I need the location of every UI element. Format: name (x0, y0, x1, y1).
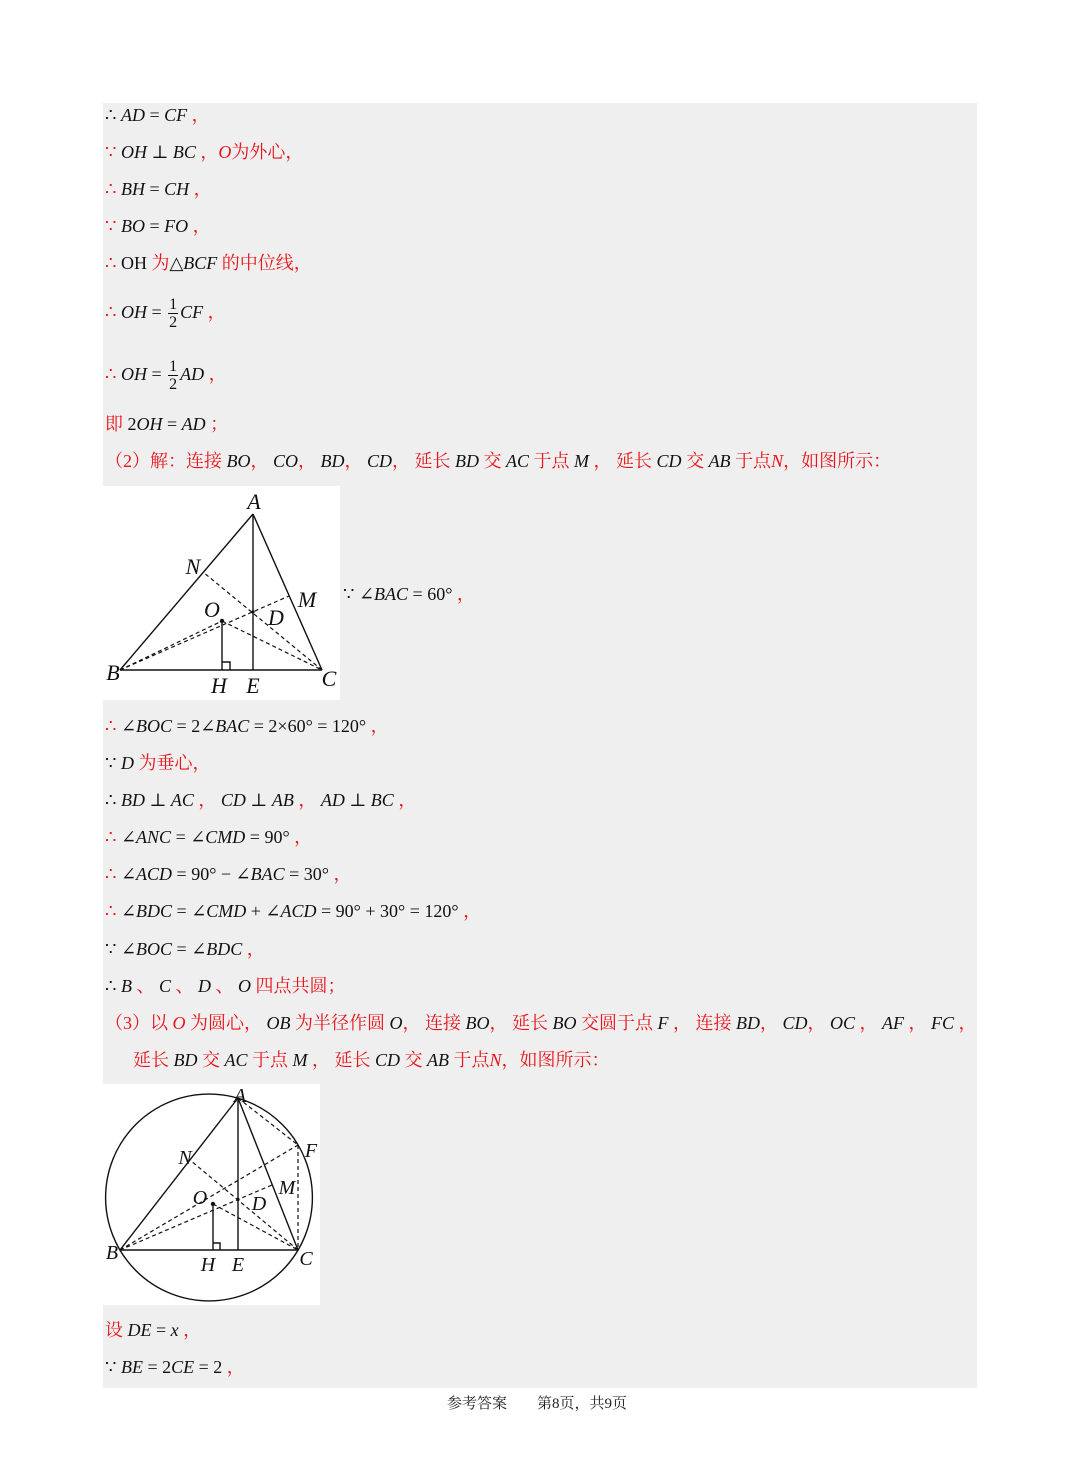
red-text: 即 (105, 414, 128, 434)
point-o-dot (220, 619, 224, 623)
math-text: F (657, 1013, 669, 1033)
red-text: ， (293, 790, 321, 810)
red-text: 交 (197, 1050, 225, 1070)
line-part2-intro (105, 449, 973, 473)
math-text: AB (271, 790, 294, 810)
math-text: OH (120, 253, 147, 273)
math-text: CO (273, 451, 299, 471)
line-acd-30 (105, 862, 973, 886)
math-text: = (144, 179, 165, 199)
label-a: A (233, 1085, 247, 1107)
label-h: H (200, 1254, 216, 1276)
math-text: CH (164, 179, 190, 199)
math-text: ∵ (105, 1357, 121, 1377)
math-text: BCF (183, 253, 218, 273)
red-text: 、 (170, 976, 198, 996)
math-text: BOC (136, 939, 173, 959)
red-text: 为圆心， (185, 1013, 267, 1033)
math-text: = 90° − ∠ (172, 864, 251, 884)
red-text: ， (298, 451, 321, 471)
red-text: ， (242, 939, 265, 959)
math-text: ACD (136, 864, 173, 884)
red-text: ， (344, 451, 368, 471)
red-text: 于点 (247, 1050, 293, 1070)
math-text: = ∠ (171, 827, 206, 847)
math-text: CMD (206, 901, 247, 921)
red-text: ， (250, 451, 273, 471)
math-text: CD (782, 1013, 808, 1033)
red-text: ， (760, 1013, 783, 1033)
label-c: C (321, 666, 337, 691)
math-text: FO (164, 216, 189, 236)
fraction-numerator: 1 (169, 296, 178, 314)
red-text: （2）解：连接 (105, 451, 227, 471)
line-be-2ce (105, 1355, 973, 1379)
red-text: 为垂心， (133, 753, 211, 773)
math-text: BD (455, 451, 480, 471)
red-text: 、 (210, 976, 238, 996)
line-bh-eq-ch (105, 177, 973, 201)
math-text: OC (830, 1013, 856, 1033)
red-text: ∴ (105, 827, 121, 847)
line-angle-bac-60 (343, 582, 743, 606)
dashed-bf (120, 1145, 298, 1250)
line-part3-intro (105, 1011, 977, 1035)
red-text: ， 延长 (307, 1050, 376, 1070)
right-angle-mark (222, 662, 230, 670)
red-text: N (489, 1050, 502, 1070)
red-text: ， (187, 105, 210, 125)
math-text: BOC (136, 716, 173, 736)
red-text: 为半径作圆 (290, 1013, 390, 1033)
red-text: ， 连接 (668, 1013, 736, 1033)
red-text: ，如图所示： (501, 1050, 610, 1070)
red-text: ， (855, 1013, 883, 1033)
math-text: ∠ (120, 864, 137, 884)
math-text: D (197, 976, 211, 996)
red-text: ，如图所示： (783, 451, 892, 471)
math-text: AD (181, 414, 206, 434)
red-text: ， (954, 1013, 977, 1033)
math-text: BAC (215, 716, 250, 736)
red-text: ， (178, 1320, 202, 1340)
math-text: C (158, 976, 171, 996)
math-text: FC (931, 1013, 955, 1033)
red-text: ∵ (105, 216, 121, 236)
red-text: 于点 (529, 451, 575, 471)
red-text: ∴ (105, 364, 121, 384)
red-text: ， (188, 216, 211, 236)
point-d-dot (236, 1198, 239, 1201)
math-text: = ∠ (172, 901, 207, 921)
math-text: BE (120, 1357, 143, 1377)
fraction-denominator: 2 (169, 314, 178, 332)
figure-triangle (103, 486, 340, 700)
math-text: OB (266, 1013, 291, 1033)
math-text: AD (320, 790, 345, 810)
math-text: BO (552, 1013, 577, 1033)
line-oh-midline (105, 251, 973, 275)
side-ab (120, 1098, 238, 1250)
math-text: ANC (136, 827, 172, 847)
math-text: CD (656, 451, 682, 471)
red-text: ， 延长 (392, 451, 456, 471)
math-text: = (146, 364, 167, 384)
red-text: 为外心， (231, 142, 304, 162)
red-text: ， 延长 (489, 1013, 553, 1033)
red-text: 于点 (730, 451, 772, 471)
math-text: D (120, 753, 134, 773)
line-2oh-eq-ad (105, 412, 973, 436)
label-o: O (192, 1187, 208, 1209)
footer-label: 参考答案 (447, 1396, 508, 1412)
label-e: E (231, 1254, 245, 1276)
point-d-dot (251, 610, 254, 613)
point-o-dot (211, 1202, 215, 1206)
math-text: BAC (250, 864, 285, 884)
math-text: + ∠ (246, 901, 281, 921)
line-oh-half-ad (105, 352, 973, 396)
fraction-numerator: 1 (169, 358, 178, 376)
label-b: B (106, 660, 120, 685)
red-text: ， (203, 302, 226, 322)
fraction-denominator: 2 (169, 376, 178, 394)
math-text: ∵ (105, 753, 121, 773)
red-text: 交 (681, 451, 709, 471)
math-text: ∠ (120, 827, 137, 847)
red-text: ∴ (105, 864, 121, 884)
math-text: ACD (280, 901, 317, 921)
label-h: H (211, 673, 227, 698)
math-text: BO (465, 1013, 490, 1033)
math-text: ∵ ∠ (105, 939, 137, 959)
math-text: = 90° (245, 827, 290, 847)
math-text: = 90° + 30° = 120° (316, 901, 459, 921)
red-text: 为 (146, 253, 170, 273)
math-text: AC (506, 451, 530, 471)
math-text: BDC (206, 939, 243, 959)
math-text: = (144, 105, 165, 125)
fraction (168, 358, 178, 393)
math-text: ∴ (105, 976, 121, 996)
math-text: ⊥ (245, 790, 272, 810)
math-text: BH (120, 179, 145, 199)
red-text: ∴ (105, 901, 121, 921)
math-text: BO (120, 216, 145, 236)
math-text: OH (136, 414, 163, 434)
math-text: ⊥ (344, 790, 371, 810)
line-d-orthocenter (105, 751, 973, 775)
math-text: AB (427, 1050, 450, 1070)
red-text: 延长 (133, 1050, 174, 1070)
red-text: ∴ (105, 253, 121, 273)
math-text: OH (120, 302, 147, 322)
red-text: 交圆于点 (576, 1013, 658, 1033)
math-text: AD (180, 364, 205, 384)
line-oh-perp-bc (105, 140, 973, 164)
math-text: AB (708, 451, 731, 471)
red-text: N (771, 451, 784, 471)
math-text: AD (120, 105, 145, 125)
math-text: O (237, 976, 251, 996)
label-f: F (304, 1140, 318, 1162)
math-text: = 60° (408, 584, 453, 604)
math-text: AF (882, 1013, 905, 1033)
label-d: D (251, 1193, 267, 1215)
math-text: = ∠ (172, 939, 207, 959)
label-o: O (204, 597, 220, 622)
math-text: B (120, 976, 132, 996)
math-text: ∴ (105, 790, 121, 810)
line-perpendiculars (105, 788, 973, 812)
math-text: ∠ (120, 901, 137, 921)
math-text: DE (127, 1320, 152, 1340)
math-text: = 2×60° = 120° (249, 716, 367, 736)
red-text: ∴ (105, 716, 121, 736)
label-n: N (178, 1147, 192, 1169)
red-text: O (172, 1013, 186, 1033)
circle-diagram (103, 1084, 320, 1305)
math-text: BD (120, 790, 145, 810)
line-boc-eq-bdc (105, 937, 973, 961)
math-text: = 2∠ (172, 716, 216, 736)
math-text: BD (173, 1050, 198, 1070)
triangle-diagram (103, 486, 340, 700)
red-text: ， (393, 790, 417, 810)
math-text: BD (736, 1013, 760, 1033)
math-text: CE (171, 1357, 195, 1377)
math-text: ⊥ (146, 142, 173, 162)
line-angle-boc-120 (105, 714, 973, 738)
math-text: ∠ (120, 716, 137, 736)
math-text: ∴ (105, 105, 121, 125)
red-text: 于点 (449, 1050, 490, 1070)
math-text: = 30° (284, 864, 329, 884)
math-text: BD (320, 451, 345, 471)
math-text: 2 (127, 414, 137, 434)
label-n: N (185, 554, 201, 579)
red-text: ， (807, 1013, 831, 1033)
red-text: 设 (105, 1320, 128, 1340)
label-e: E (246, 673, 260, 698)
red-text: ， (189, 179, 212, 199)
line-part3-cont (133, 1048, 973, 1072)
footer-page-number: 第8页，共9页 (537, 1396, 628, 1412)
label-c: C (299, 1248, 313, 1270)
math-text: CMD (205, 827, 246, 847)
math-text: BO (226, 451, 251, 471)
red-text: ∴ (105, 302, 121, 322)
math-text: CF (180, 302, 204, 322)
label-b: B (105, 1242, 119, 1264)
red-text: O (218, 142, 232, 162)
math-text: ∵ ∠ (343, 584, 375, 604)
right-angle-mark (213, 1243, 220, 1250)
line-let-de-x (105, 1318, 973, 1342)
red-text: ， (329, 864, 352, 884)
red-text: 交 (400, 1050, 428, 1070)
math-text: = 2 (194, 1357, 223, 1377)
red-text: ， 延长 (589, 451, 657, 471)
math-text: BDC (136, 901, 173, 921)
line-concyclic (105, 974, 973, 998)
red-text: ， (289, 827, 313, 847)
math-text: CD (220, 790, 246, 810)
math-text: = (146, 302, 167, 322)
line-anc-cmd-90 (105, 825, 973, 849)
red-text: 交 (479, 451, 507, 471)
math-text: OH (120, 142, 147, 162)
math-text: = (144, 216, 165, 236)
line-ad-eq-cf (105, 103, 973, 127)
red-text: ， (193, 790, 221, 810)
line-bo-eq-fo (105, 214, 973, 238)
red-text: ； (205, 414, 229, 434)
math-text: △ (169, 253, 184, 273)
side-ab (120, 514, 253, 670)
math-text: CD (375, 1050, 401, 1070)
line-oh-half-cf (105, 290, 973, 334)
red-text: 的中位线， (217, 253, 312, 273)
math-text: CD (367, 451, 393, 471)
red-text: ， (452, 584, 475, 604)
figure-circle (103, 1084, 320, 1305)
red-text: ， (458, 901, 482, 921)
red-text: （3）以 (105, 1013, 173, 1033)
red-text: ， (222, 1357, 245, 1377)
math-text: = (151, 1320, 171, 1340)
math-text: M (574, 451, 590, 471)
math-text: AC (170, 790, 194, 810)
math-text: BC (370, 790, 394, 810)
math-text: ⊥ (144, 790, 171, 810)
red-text: ， 连接 (402, 1013, 466, 1033)
red-text: ∴ (105, 179, 121, 199)
math-text: O (389, 1013, 403, 1033)
math-text: AC (224, 1050, 248, 1070)
red-text: ， (904, 1013, 932, 1033)
fraction (168, 296, 178, 331)
math-text: BC (172, 142, 196, 162)
label-d: D (268, 605, 284, 630)
line-bdc-120 (105, 899, 973, 923)
label-m: M (278, 1177, 296, 1199)
red-text: 四点共圆； (250, 976, 346, 996)
math-text: CF (164, 105, 188, 125)
red-text: ， (195, 142, 219, 162)
math-text: = (162, 414, 182, 434)
label-a: A (247, 489, 261, 514)
red-text: ， (366, 716, 389, 736)
red-text: 、 (131, 976, 159, 996)
math-text: OH (120, 364, 147, 384)
math-text: = 2 (142, 1357, 172, 1377)
math-text: M (292, 1050, 308, 1070)
math-text: BAC (374, 584, 409, 604)
label-m: M (297, 587, 317, 612)
red-text: ， (204, 364, 227, 384)
red-text: ∵ (105, 142, 121, 162)
math-text: x (170, 1320, 179, 1340)
dashed-bo (120, 621, 222, 670)
